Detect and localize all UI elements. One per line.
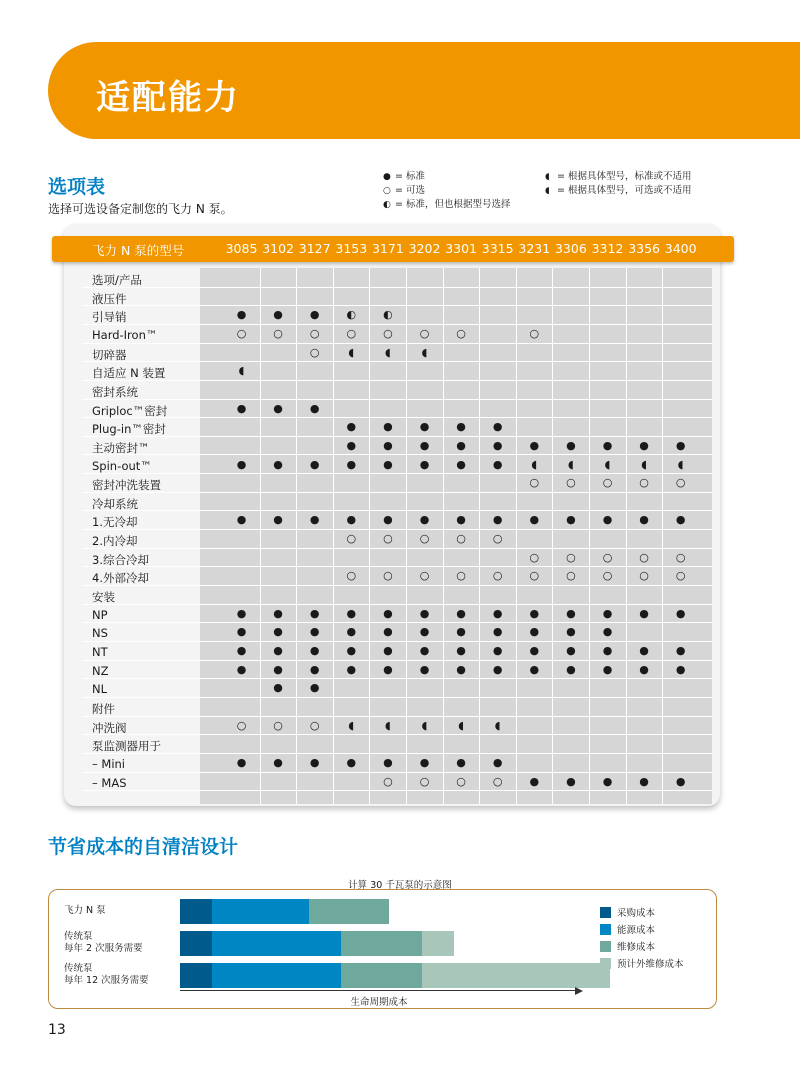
table-cell-symbol: ○ [419,774,430,788]
table-cell-symbol: ● [602,774,613,788]
table-cell-symbol: ○ [456,569,466,583]
table-row [82,474,712,493]
bar-category-label [64,905,106,917]
table-cell-symbol: ● [309,401,320,415]
table-row [82,325,712,344]
chart-legend-item [600,956,684,970]
table-cell-symbol: ○ [529,476,540,490]
table-cell-symbol: ○ [675,550,686,564]
row-label: NL [92,682,108,697]
table-row [82,567,712,586]
table-cell-symbol: ● [675,438,686,452]
model-number: 3315 [481,241,514,256]
table-cell-symbol: ◐ [346,308,357,322]
table-cell-symbol: ○ [602,550,613,564]
table-cell-symbol: ○ [492,532,503,546]
table-cell-symbol: ◖ [238,364,245,378]
page-title: 适配能力 [96,78,240,118]
table-cell-symbol: ◖ [458,718,464,732]
table-row [82,754,712,773]
table-cell-symbol: ● [236,662,247,676]
table-cell-symbol: ○ [236,326,247,340]
table-cell-symbol: ○ [346,326,357,340]
table-cell-symbol: ● [602,625,613,639]
row-label: – MAS [92,775,127,790]
bar-segment [180,963,212,988]
bar-segment [309,899,390,924]
table-cell-symbol: ● [383,438,393,452]
row-label: 冲洗阀 [92,720,127,735]
table-cell-symbol: ● [566,625,576,639]
legend-symbol-icon: ◖ [545,186,550,196]
row-label: NS [92,626,108,641]
legend-symbol-icon: ○ [383,186,391,196]
table-row [82,773,712,792]
row-label: 切碎器 [92,347,127,362]
table-cell-symbol: ○ [383,569,393,583]
table-cell-symbol: ● [529,606,540,620]
table-cell-symbol: ● [346,438,357,452]
table-cell-symbol: ● [675,606,686,620]
table-row [82,642,712,661]
table-cell-symbol: ● [419,644,430,657]
model-number: 3301 [445,241,477,256]
table-row [82,418,712,437]
bar-segment [422,931,454,956]
row-label: 引导销 [92,310,127,325]
bar-segment [341,931,422,956]
table-row [82,586,712,605]
table-row [82,549,712,568]
page-number: 13 [48,1022,66,1038]
table-cell-symbol: ● [456,606,466,620]
table-cell-symbol: ○ [566,476,576,490]
table-cell-symbol: ○ [639,476,649,490]
table-cell-symbol: ● [273,644,283,657]
table-cell-symbol: ● [273,606,283,620]
table-cell-symbol: ● [419,755,430,769]
table-cell-symbol: ● [602,438,613,452]
table-cell-symbol: ○ [456,326,466,340]
table-cell-symbol: ● [492,438,503,452]
legend-label: 采购成本 [617,908,656,919]
legend-text: = 根据具体型号，标准或不适用 [557,171,692,182]
row-label: NT [92,645,108,659]
row-label: 主动密封™ [92,440,150,455]
row-label: 自适应 N 装置 [92,366,166,381]
table-cell-symbol: ● [309,681,320,695]
table-cell-symbol: ○ [602,569,613,583]
table-cell-symbol: ● [456,513,466,527]
table-cell-symbol: ○ [456,774,466,788]
row-label: 附件 [92,701,115,716]
table-cell-symbol: ● [639,438,649,452]
table-cell-symbol: ● [346,755,357,769]
model-number: 3127 [298,241,331,256]
table-cell-symbol: ● [529,774,540,788]
bar-category-label [64,963,149,987]
table-cell-symbol: ● [346,625,357,639]
bar-segment [212,931,341,956]
options-subtitle: 选择可选设备定制您的飞力 N 泵。 [48,202,233,216]
table-cell-symbol: ● [675,513,686,527]
table-cell-symbol: ● [492,457,503,471]
cost-title: 节省成本的自清洁设计 [48,836,239,858]
table-cell-symbol: ● [273,457,283,471]
table-row [82,679,712,698]
table-cell-symbol: ○ [529,569,540,583]
table-cell-symbol: ◖ [348,345,355,359]
legend-label: 维修成本 [617,942,656,953]
table-cell-symbol: ○ [309,718,320,732]
chart-title: 计算 30 千瓦泵的示意图 [348,880,452,891]
table-cell-symbol: ● [346,420,357,434]
legend-item [383,184,510,198]
table-row [82,400,712,419]
bar-segment [341,963,422,988]
table-row [82,344,712,363]
table-cell-symbol: ● [309,308,320,322]
table-cell-symbol: ◖ [384,345,391,359]
table-row [82,456,712,475]
legend-item [545,184,691,198]
table-cell-symbol: ● [273,625,283,639]
legend-text: = 标准，但也根据型号选择 [395,199,511,210]
table-cell-symbol: ● [419,457,430,471]
bar-category-line: 每年 2 次服务需要 [64,943,143,954]
table-row [82,717,712,736]
bar-category-label [64,931,143,955]
table-cell-symbol: ● [346,662,357,676]
table-cell-symbol: ● [639,662,649,676]
bar-segment [212,963,341,988]
table-cell-symbol: ◖ [567,457,574,471]
row-label: 密封冲洗装置 [92,478,161,493]
table-cell-symbol: ● [529,625,540,639]
axis-arrow-line [180,990,578,991]
table-cell-symbol: ○ [566,550,576,564]
table-cell-symbol: ● [492,625,503,639]
table-cell-symbol: ○ [492,774,503,788]
table-cell-symbol: ● [273,513,283,527]
table-cell-symbol: ● [566,606,576,620]
table-cell-symbol: ● [675,662,686,676]
table-cell-symbol: ○ [346,532,357,546]
legend-text: = 根据具体型号，可选或不适用 [557,185,692,196]
bar-segment [180,931,212,956]
table-cell-symbol: ○ [419,569,430,583]
legend-item [383,198,510,212]
table-cell-symbol: ● [492,606,503,620]
bar-category-line: 每年 12 次服务需要 [64,975,149,986]
table-cell-symbol: ● [419,513,430,527]
table-cell-symbol: ○ [419,532,430,546]
table-row [82,530,712,549]
table-cell-symbol: ● [639,774,649,788]
row-label: 2.内冷却 [92,534,138,549]
table-cell-symbol: ○ [383,532,393,546]
table-cell-symbol: ● [273,401,283,415]
table-cell-symbol: ● [236,606,247,620]
table-cell-symbol: ○ [492,569,503,583]
table-cell-symbol: ● [383,606,393,620]
table-cell-symbol: ○ [602,476,613,490]
table-cell-symbol: ● [675,774,686,788]
table-cell-symbol: ● [236,625,247,639]
legend-symbol-icon: ◐ [383,200,391,210]
row-label: 1.无冷却 [92,515,138,530]
model-header-bar [52,236,734,262]
table-cell-symbol: ● [309,625,320,639]
table-cell-symbol: ● [566,662,576,676]
table-cell-symbol: ○ [529,326,540,340]
legend-left [383,170,510,212]
table-cell-symbol: ● [456,457,466,471]
table-cell-symbol: ● [639,606,649,620]
table-cell-symbol: ● [309,513,320,527]
legend-label: 预计外维修成本 [617,959,684,970]
table-row [82,698,712,717]
legend-symbol-icon: ◖ [545,172,550,182]
row-label: 液压件 [92,291,127,306]
table-cell-symbol: ○ [383,774,393,788]
model-number: 3356 [628,241,660,256]
bar-category-line: 飞力 N 泵 [64,905,106,916]
table-cell-symbol: ● [236,755,247,769]
bar-category-line: 传统泵 [64,963,93,974]
table-cell-symbol: ● [492,662,503,676]
model-number: 3202 [408,241,441,256]
table-cell-symbol: ● [492,420,503,434]
row-label: 安装 [92,590,115,605]
table-cell-symbol: ● [273,308,283,322]
table-row [82,381,712,400]
table-cell-symbol: ● [236,308,247,322]
table-cell-symbol: ○ [273,326,283,340]
table-cell-symbol: ● [346,644,357,657]
table-cell-symbol: ● [566,438,576,452]
table-cell-symbol: ● [492,755,503,769]
legend-swatch [600,924,611,935]
table-cell-symbol: ○ [273,718,283,732]
table-row [82,306,712,325]
table-cell-symbol: ● [383,662,393,676]
table-cell-symbol: ◖ [421,345,428,359]
table-cell-symbol: ● [602,513,613,527]
legend-right [545,170,691,198]
legend-item [383,170,510,184]
table-cell-symbol: ● [419,420,430,434]
row-label: 冷却系统 [92,496,138,511]
table-cell-symbol: ● [456,755,466,769]
table-cell-symbol: ● [236,644,247,657]
table-cell-symbol: ● [383,457,393,471]
table-cell-symbol: ● [456,662,466,676]
table-cell-symbol: ○ [309,326,320,340]
row-label: NZ [92,663,109,678]
table-cell-symbol: ◖ [421,718,428,732]
model-number: 3153 [335,241,368,256]
table-cell-symbol: ● [346,513,357,527]
row-label: – Mini [92,756,126,771]
table-cell-symbol: ● [383,755,393,769]
table-cell-symbol: ◖ [494,718,501,732]
table-cell-symbol: ○ [456,532,466,546]
table-cell-symbol: ◖ [604,457,611,471]
table-cell-symbol: ● [309,644,320,657]
table-cell-symbol: ● [566,644,576,657]
table-cell-symbol: ○ [236,718,247,732]
table-cell-symbol: ● [639,513,649,527]
table-cell-symbol: ● [675,644,686,657]
table-row [82,493,712,512]
table-cell-symbol: ● [566,774,576,788]
bar-segment [422,963,610,988]
model-header-label: 飞力 N 泵的型号 [92,243,185,258]
table-row [82,269,712,288]
table-cell-symbol: ● [419,438,430,452]
options-title: 选项表 [48,176,106,198]
model-number: 3231 [518,241,551,256]
table-cell-symbol: ● [383,420,393,434]
table-cell-symbol: ● [566,513,576,527]
table-cell-symbol: ○ [566,569,576,583]
table-cell-symbol: ● [309,457,320,471]
chart-legend-item [600,905,655,919]
header-banner [48,42,800,139]
table-cell-symbol: ○ [309,345,320,359]
legend-swatch [600,958,611,969]
row-label: NP [92,607,108,622]
table-cell-symbol: ◖ [348,718,355,732]
table-cell-symbol: ● [419,662,430,676]
table-cell-symbol: ● [309,606,320,620]
table-cell-symbol: ● [383,513,393,527]
row-label: Spin-out™ [92,458,152,473]
table-cell-symbol: ● [383,625,393,639]
table-cell-symbol: ◖ [384,718,391,732]
table-cell-symbol: ● [529,513,540,527]
table-cell-symbol: ● [273,681,283,695]
table-cell-symbol: ● [456,625,466,639]
table-row [82,623,712,642]
table-cell-symbol: ◐ [383,308,393,322]
table-cell-symbol: ● [456,420,466,434]
table-cell-symbol: ● [309,662,320,676]
row-label: 选项/产品 [92,273,142,287]
table-cell-symbol: ○ [529,550,540,564]
table-row [82,511,712,530]
table-cell-symbol: ○ [346,569,357,583]
table-row [82,437,712,456]
table-cell-symbol: ● [236,457,247,471]
model-number: 3171 [371,241,404,256]
table-cell-symbol: ● [419,625,430,639]
legend-swatch [600,941,611,952]
bar-segment [212,899,309,924]
row-label: Hard-Iron™ [92,327,158,342]
table-cell-symbol: ● [492,513,503,527]
table-cell-symbol: ○ [639,550,649,564]
table-cell-symbol: ● [529,438,540,452]
table-cell-symbol: ● [419,606,430,620]
table-cell-symbol: ● [456,438,466,452]
table-cell-symbol: ● [529,662,540,676]
chart-legend-item [600,939,655,953]
table-row [82,735,712,754]
model-number: 3306 [554,241,587,256]
table-cell-symbol: ● [492,644,503,657]
legend-text: = 标准 [395,171,425,182]
bar-segment [180,899,212,924]
legend-text: = 可选 [395,185,425,196]
table-row [82,661,712,680]
axis-label: 生命周期成本 [350,997,408,1008]
table-cell-symbol: ● [309,755,320,769]
table-cell-symbol: ○ [675,476,686,490]
table-cell-symbol: ● [346,457,357,471]
model-number: 3102 [262,241,294,256]
table-cell-symbol: ○ [419,326,430,340]
table-cell-symbol: ● [639,644,649,657]
model-number: 3085 [225,241,258,256]
table-row [82,362,712,381]
table-cell-symbol: ● [602,606,613,620]
table-cell-symbol: ◖ [641,457,647,471]
table-cell-symbol: ● [529,644,540,657]
table-cell-symbol: ● [273,662,283,676]
table-cell-symbol: ○ [383,326,393,340]
table-row [82,605,712,624]
legend-symbol-icon: ● [383,172,391,182]
table-cell-symbol: ● [456,644,466,657]
legend-label: 能源成本 [617,925,656,936]
model-number: 3400 [664,241,697,256]
row-label: Plug-in™密封 [92,422,166,437]
model-number: 3312 [591,241,624,256]
bar-category-line: 传统泵 [64,931,93,942]
table-cell-symbol: ● [346,606,357,620]
table-cell-symbol: ◖ [677,457,684,471]
table-cell-symbol: ● [602,662,613,676]
table-cell-symbol: ● [273,755,283,769]
row-label: 泵监测器用于 [92,739,161,754]
row-label: 4.外部冷却 [92,571,149,586]
legend-swatch [600,907,611,918]
row-label: Griploc™密封 [92,403,168,418]
chart-legend-item [600,922,655,936]
row-label: 3.综合冷却 [92,552,149,567]
table-cell-symbol: ○ [639,569,649,583]
table-cell-symbol: ● [236,513,247,527]
table-row [82,288,712,307]
table-cell-symbol: ● [236,401,247,415]
row-label: 密封系统 [92,384,138,399]
table-cell-symbol: ● [602,644,613,657]
table-cell-symbol: ○ [675,569,686,583]
table-cell-symbol: ● [383,644,393,657]
legend-item [545,170,691,184]
table-cell-symbol: ◖ [531,457,538,471]
